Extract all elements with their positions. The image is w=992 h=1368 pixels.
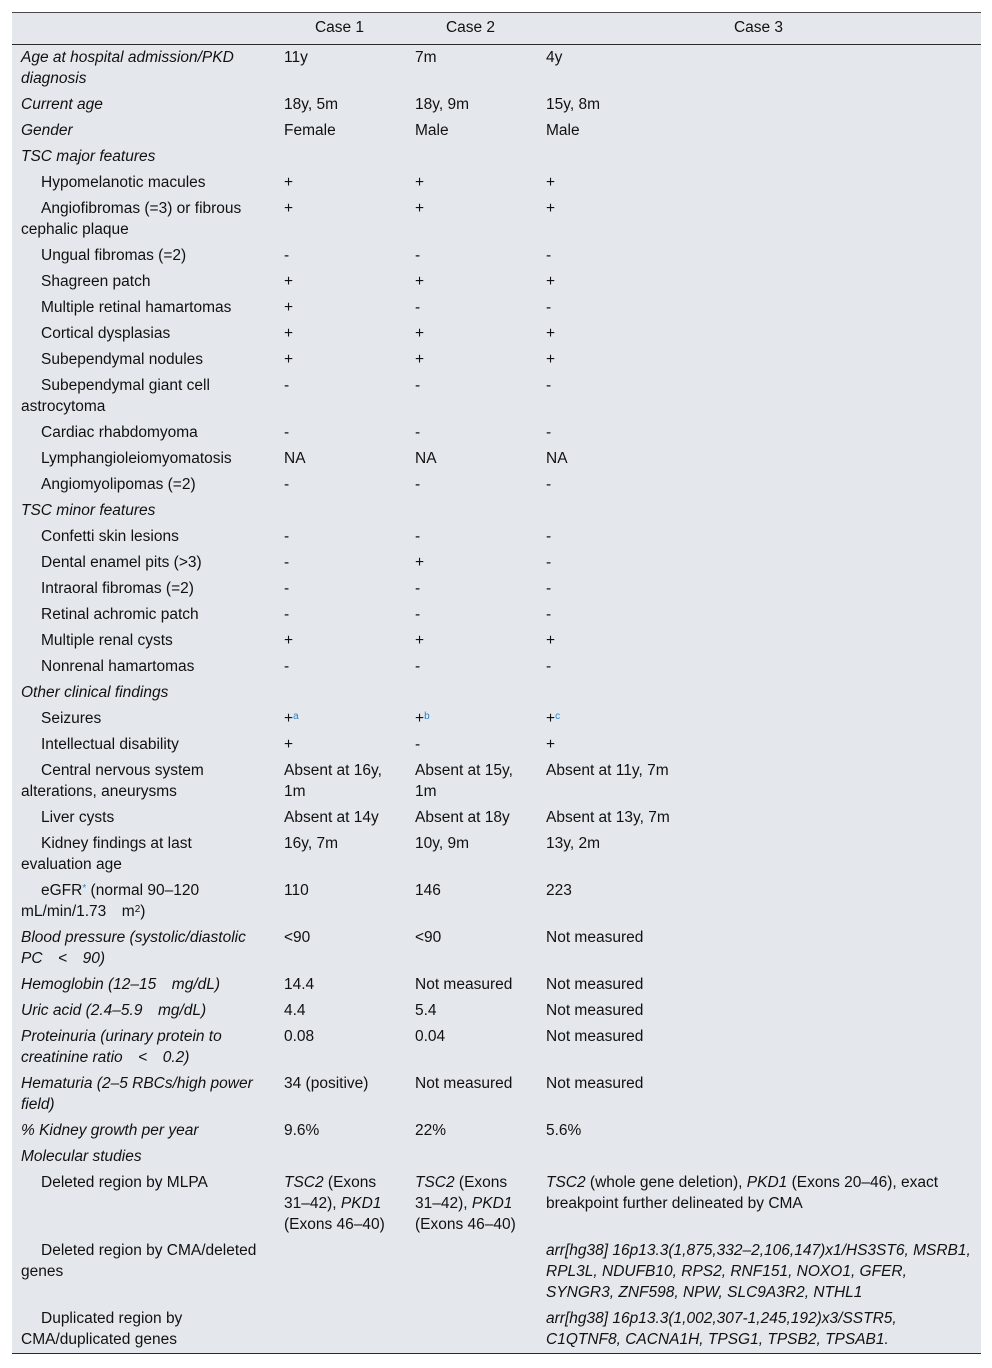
- cell-case-1: [274, 1238, 405, 1306]
- egfr-label: eGFR: [41, 882, 83, 899]
- cell-case-1: 34 (positive): [284, 1075, 369, 1092]
- cell-case-3: -: [546, 299, 552, 316]
- cell-case-1: -: [284, 424, 290, 441]
- table-row: [12, 170, 981, 196]
- cell-case-3: Not measured: [546, 976, 644, 993]
- cell-case-3: -: [546, 528, 552, 545]
- cell-case-1: [274, 706, 405, 732]
- row-label: [12, 878, 274, 925]
- cell-case-3: -: [546, 424, 552, 441]
- cell-text: (whole gene deletion),: [585, 1174, 747, 1191]
- row-label: Hematuria (2–5 RBCs/high power field): [21, 1075, 253, 1113]
- table-row: [12, 805, 981, 831]
- cell-case-3: Absent at 11y, 7m: [546, 762, 669, 779]
- section-label: Other clinical findings: [21, 684, 169, 701]
- row-label: Ungual fibromas (=2): [41, 247, 187, 264]
- table-row: [12, 925, 981, 972]
- cell-case-2: -: [415, 476, 421, 493]
- row-label: Cortical dysplasias: [41, 325, 171, 342]
- cell-case-2: 5.4: [415, 1002, 437, 1019]
- cell-case-2: 10y, 9m: [415, 835, 469, 852]
- row-label: Proteinuria (urinary protein to creatinine ratio < 0.2): [21, 1028, 222, 1066]
- table-row: [12, 118, 981, 144]
- table-row: [12, 420, 981, 446]
- table-row: [12, 628, 981, 654]
- cell-case-1: +: [284, 299, 294, 316]
- table-row: [12, 196, 981, 243]
- cell-text: (Exons 31–42),: [415, 1174, 508, 1212]
- egfr-close: ): [140, 903, 146, 920]
- cell-case-3: 223: [546, 882, 572, 899]
- row-label: Angiomyolipomas (=2): [41, 476, 196, 493]
- cell-case-1: +: [284, 632, 294, 649]
- row-label: Confetti skin lesions: [41, 528, 179, 545]
- table-row: [12, 576, 981, 602]
- cell-case-1: Absent at 14y: [284, 809, 379, 826]
- row-label: Hemoglobin (12–15 mg/dL): [21, 976, 221, 993]
- cell-text: (Exons 31–42),: [284, 1174, 377, 1212]
- cell-case-1: +: [284, 200, 294, 217]
- cell-case-3: +: [546, 632, 556, 649]
- cell-value: +: [546, 710, 556, 727]
- cell-case-3: +: [546, 325, 556, 342]
- table-row: [12, 321, 981, 347]
- footnote-ref-link[interactable]: a: [293, 711, 299, 722]
- cell-case-3: -: [546, 377, 552, 394]
- cell-case-2: -: [415, 528, 421, 545]
- cell-case-1: +: [284, 736, 294, 753]
- cell-case-1: [274, 1306, 405, 1354]
- cell-case-3: 5.6%: [546, 1122, 582, 1139]
- cell-case-2: +: [415, 325, 425, 342]
- cell-case-2: -: [415, 377, 421, 394]
- row-label: Blood pressure (systolic/diastolic PC < 90): [21, 929, 246, 967]
- footnote-ref-link[interactable]: *: [82, 883, 87, 894]
- cell-case-2: 146: [415, 882, 441, 899]
- table-row: [12, 347, 981, 373]
- cell-case-2: +: [415, 554, 425, 571]
- header-case-3: Case 3: [536, 13, 981, 45]
- section-row: [12, 680, 981, 706]
- table-row: [12, 831, 981, 878]
- table-row: [12, 1071, 981, 1118]
- table-row: [12, 998, 981, 1024]
- row-label: Multiple retinal hamartomas: [41, 299, 232, 316]
- row-label: Retinal achromic patch: [41, 606, 199, 623]
- row-label: Nonrenal hamartomas: [41, 658, 195, 675]
- gene-name: PKD1: [746, 1174, 788, 1191]
- row-label: Current age: [21, 96, 103, 113]
- section-label: Molecular studies: [21, 1148, 142, 1165]
- table-row: [12, 1238, 981, 1306]
- section-label: TSC major features: [21, 148, 156, 165]
- section-label: TSC minor features: [21, 502, 156, 519]
- cell-case-1: <90: [284, 929, 311, 946]
- header-empty: [12, 13, 274, 45]
- cell-case-3: Not measured: [546, 1075, 644, 1092]
- table-row: [12, 243, 981, 269]
- cell-case-1: -: [284, 554, 290, 571]
- cell-value: +: [415, 710, 425, 727]
- egfr-normal-range: (normal 90–120 mL/min/1.73 m: [21, 882, 215, 920]
- cell-case-2: -: [415, 606, 421, 623]
- cell-case-1: -: [284, 377, 290, 394]
- header-case-2: Case 2: [405, 13, 536, 45]
- cell-case-1: 4.4: [284, 1002, 306, 1019]
- cell-case-2: -: [415, 658, 421, 675]
- table-row: [12, 972, 981, 998]
- table-row: [12, 295, 981, 321]
- cell-text: (Exons 46–40): [415, 1216, 516, 1233]
- cell-case-3: -: [546, 247, 552, 264]
- cell-case-3: 13y, 2m: [546, 835, 600, 852]
- cell-case-3: +: [546, 736, 556, 753]
- cell-case-2: NA: [415, 450, 437, 467]
- row-label: Deleted region by MLPA: [41, 1174, 208, 1191]
- cell-case-2: [405, 706, 536, 732]
- cell-case-3: +: [546, 200, 556, 217]
- row-label: Age at hospital admission/PKD diagnosis: [21, 49, 234, 87]
- cell-case-2: +: [415, 351, 425, 368]
- row-label: % Kidney growth per year: [21, 1122, 199, 1139]
- table-row: [12, 269, 981, 295]
- cell-case-3: +: [546, 174, 556, 191]
- cell-case-2: 18y, 9m: [415, 96, 469, 113]
- table-row: [12, 706, 981, 732]
- cell-case-3: -: [546, 476, 552, 493]
- cell-case-2: Absent at 15y, 1m: [415, 762, 513, 800]
- cell-case-1: -: [284, 606, 290, 623]
- cell-value: +: [284, 710, 294, 727]
- cell-case-2: -: [415, 247, 421, 264]
- table-row: [12, 1170, 981, 1238]
- gene-name: PKD1: [471, 1195, 513, 1212]
- cell-case-1: Absent at 16y, 1m: [284, 762, 382, 800]
- row-label: Lymphangioleiomyomatosis: [41, 450, 232, 467]
- cell-case-1: NA: [284, 450, 306, 467]
- cell-case-1: 110: [284, 882, 309, 899]
- table-row: [12, 92, 981, 118]
- cell-case-3: Absent at 13y, 7m: [546, 809, 670, 826]
- row-label: Multiple renal cysts: [41, 632, 173, 649]
- table-row: [12, 446, 981, 472]
- cell-case-1: -: [284, 658, 290, 675]
- cell-case-3: [536, 706, 981, 732]
- cell-case-3: Not measured: [546, 1002, 644, 1019]
- row-label: Subependymal nodules: [41, 351, 204, 368]
- cell-case-2: Absent at 18y: [415, 809, 510, 826]
- header-case-1: Case 1: [274, 13, 405, 45]
- cell-case-1: 18y, 5m: [284, 96, 338, 113]
- cell-case-2: <90: [415, 929, 442, 946]
- cell-text: (Exons 46–40): [284, 1216, 385, 1233]
- row-label: Duplicated region by CMA/duplicated genes: [12, 1306, 274, 1354]
- cell-case-3: -: [546, 658, 552, 675]
- table-row: [12, 1118, 981, 1144]
- cell-case-3: -: [546, 554, 552, 571]
- row-label: Kidney findings at last evaluation age: [21, 835, 192, 873]
- table-row: [12, 732, 981, 758]
- section-row: [12, 1144, 981, 1170]
- row-label: Gender: [21, 122, 73, 139]
- cell-case-2: +: [415, 273, 425, 290]
- cell-case-2: [405, 1306, 536, 1354]
- cell-case-1: +: [284, 325, 294, 342]
- row-label: Cardiac rhabdomyoma: [41, 424, 198, 441]
- row-label: Subependymal giant cell astrocytoma: [21, 377, 210, 415]
- cell-case-1: 11y: [284, 49, 308, 66]
- gene-name: TSC2: [284, 1174, 324, 1191]
- gene-name: PKD1: [340, 1195, 382, 1212]
- table-row: [12, 472, 981, 498]
- cell-case-1: -: [284, 528, 290, 545]
- cell-case-2: 7m: [415, 49, 437, 66]
- cell-case-2: -: [415, 580, 421, 597]
- row-label: Intraoral fibromas (=2): [41, 580, 194, 597]
- cell-case-1: -: [284, 476, 290, 493]
- cell-case-3: arr[hg38] 16p13.3(1,002,307-1,245,192)x3/SSTR5, C1QTNF8, CACNA1H, TPSG1, TPSB2, TPSAB1.: [536, 1306, 981, 1354]
- cell-case-3: Not measured: [546, 1028, 644, 1045]
- footnote-ref-link[interactable]: b: [424, 711, 430, 722]
- row-label: Liver cysts: [41, 809, 115, 826]
- cell-case-3: -: [546, 580, 552, 597]
- gene-name: TSC2: [546, 1174, 586, 1191]
- row-label: Shagreen patch: [41, 273, 151, 290]
- row-label: Deleted region by CMA/deleted genes: [21, 1242, 257, 1280]
- cell-case-1: +: [284, 351, 294, 368]
- cell-case-1: [274, 1170, 405, 1238]
- cell-case-2: +: [415, 200, 425, 217]
- cell-case-3: arr[hg38] 16p13.3(1,875,332–2,106,147)x1/HS3ST6, MSRB1, RPL3L, NDUFB10, RPS2, RNF151, NOXO1, GFER, SYNGR3, ZNF598, NPW, SLC9A3R2, NTHL1: [546, 1242, 971, 1301]
- cell-case-2: -: [415, 736, 421, 753]
- cell-case-3: -: [546, 606, 552, 623]
- table-row: [12, 654, 981, 680]
- cell-case-2: 0.04: [415, 1028, 446, 1045]
- cell-case-3: NA: [546, 450, 568, 467]
- row-label: Dental enamel pits (>3): [41, 554, 202, 571]
- table-row: [12, 1024, 981, 1071]
- table-row: [12, 524, 981, 550]
- row-label: Central nervous system alterations, aneurysms: [21, 762, 204, 800]
- table-row: [12, 373, 981, 420]
- cell-case-2: [405, 1238, 536, 1306]
- table-row: [12, 550, 981, 576]
- table-row: [12, 758, 981, 805]
- cell-case-1: 16y, 7m: [284, 835, 338, 852]
- row-label: Angiofibromas (=3) or fibrous cephalic plaque: [21, 200, 242, 238]
- cell-case-3: 4y: [546, 49, 563, 66]
- section-row: [12, 144, 981, 170]
- cell-case-1: Female: [284, 122, 336, 139]
- clinical-features-table: [12, 12, 981, 1354]
- section-row: [12, 498, 981, 524]
- cell-case-2: [405, 1170, 536, 1238]
- table-row: [12, 45, 981, 93]
- table-row: [12, 878, 981, 925]
- cell-case-3: 15y, 8m: [546, 96, 600, 113]
- cell-case-1: 9.6%: [284, 1122, 320, 1139]
- cell-case-1: 14.4: [284, 976, 315, 993]
- cell-case-3: Male: [546, 122, 580, 139]
- table-wrapper: [12, 12, 981, 1354]
- cell-case-1: +: [284, 174, 294, 191]
- gene-name: TSC2: [415, 1174, 455, 1191]
- cell-case-2: -: [415, 424, 421, 441]
- row-label: Hypomelanotic macules: [41, 174, 206, 191]
- cell-case-1: 0.08: [284, 1028, 315, 1045]
- footnote-ref-link[interactable]: c: [555, 711, 561, 722]
- row-label: Seizures: [41, 710, 102, 727]
- cell-case-3: +: [546, 351, 556, 368]
- cell-case-2: +: [415, 632, 425, 649]
- cell-case-2: Not measured: [415, 976, 513, 993]
- cell-case-2: -: [415, 299, 421, 316]
- table-row: [12, 1306, 981, 1354]
- cell-case-1: -: [284, 247, 290, 264]
- cell-case-1: -: [284, 580, 290, 597]
- cell-case-1: +: [284, 273, 294, 290]
- superscript: 2: [134, 904, 141, 915]
- cell-case-3: Not measured: [546, 929, 644, 946]
- table-row: [12, 602, 981, 628]
- cell-case-2: +: [415, 174, 425, 191]
- table-header-row: [12, 13, 981, 45]
- cell-case-3: [536, 1170, 981, 1238]
- cell-text: (Exons 20–46), exact breakpoint further delineated by CMA: [546, 1174, 939, 1212]
- cell-case-3: +: [546, 273, 556, 290]
- cell-case-2: Male: [415, 122, 449, 139]
- row-label: Uric acid (2.4–5.9 mg/dL): [21, 1002, 207, 1019]
- cell-case-2: 22%: [415, 1122, 447, 1139]
- row-label: Intellectual disability: [41, 736, 179, 753]
- cell-case-2: Not measured: [415, 1075, 513, 1092]
